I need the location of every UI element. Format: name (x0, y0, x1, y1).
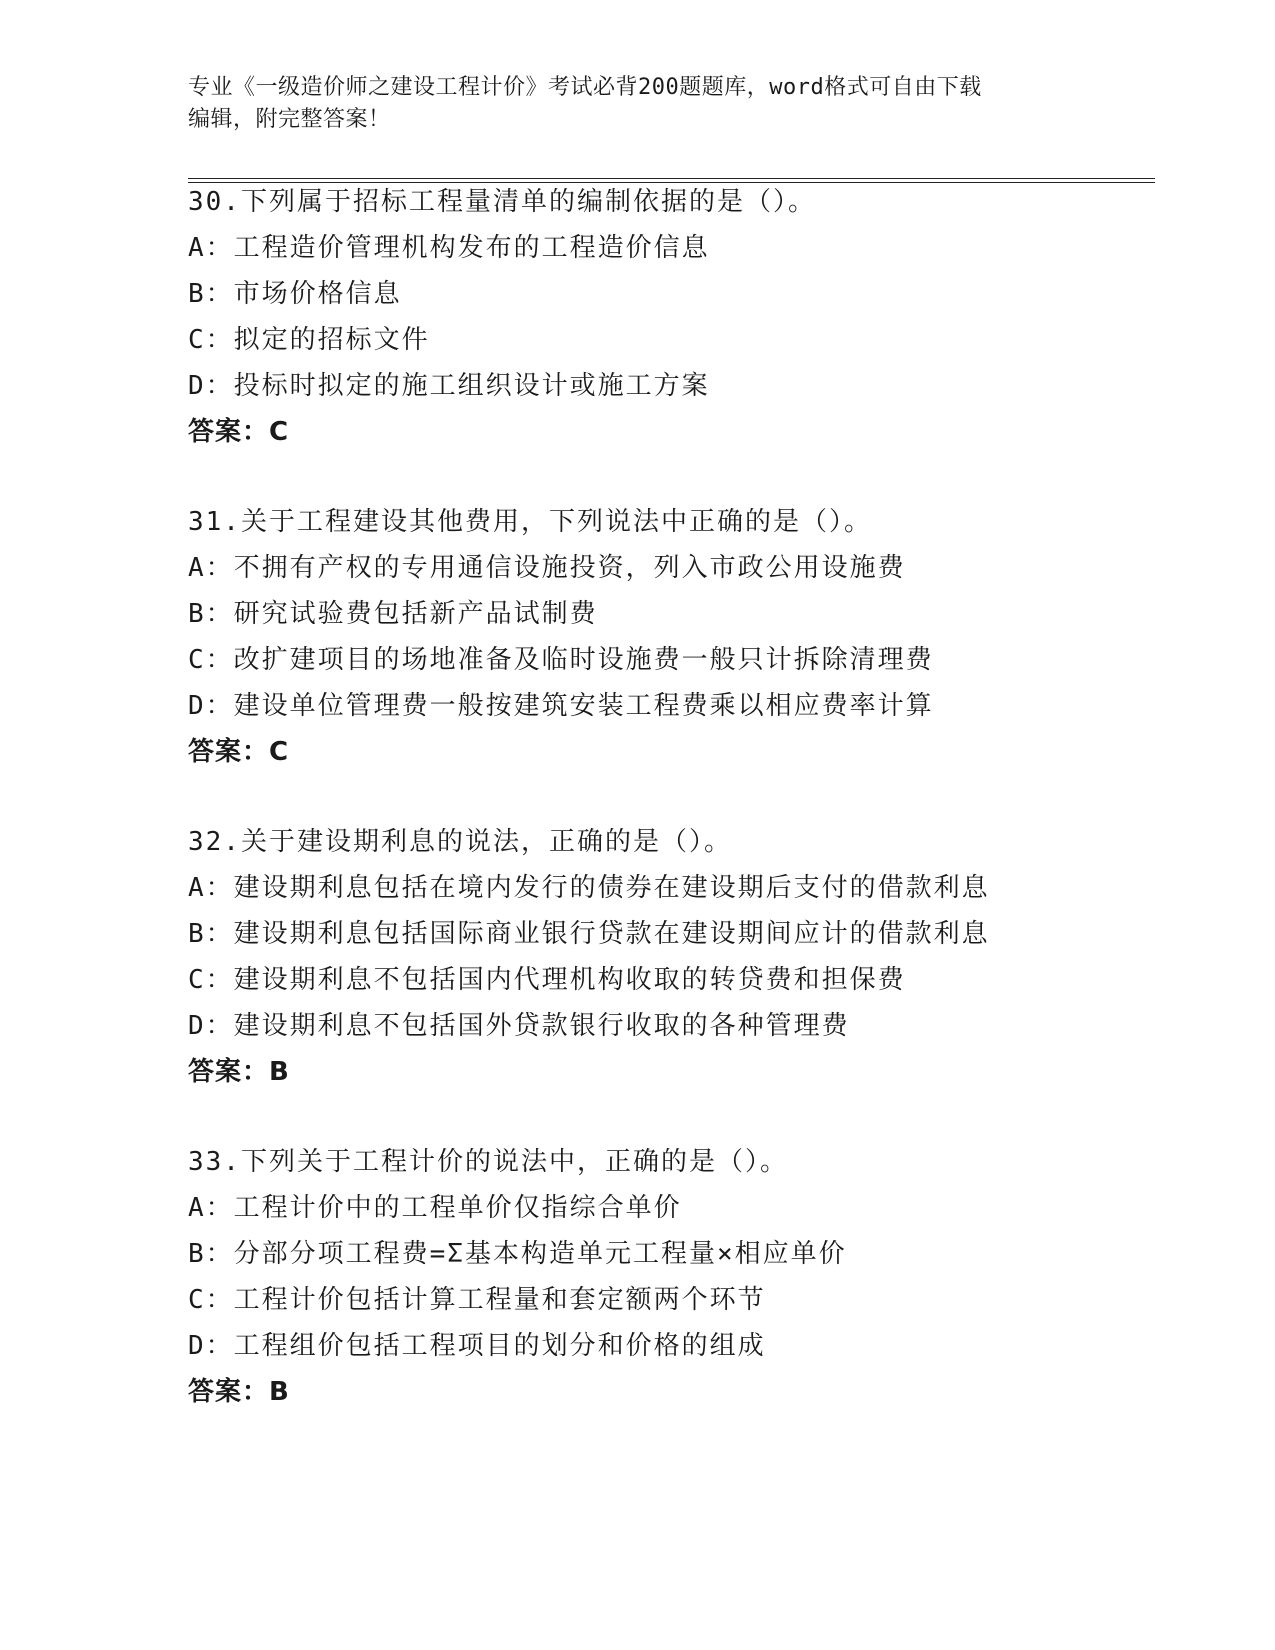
answer: 答案：C (188, 417, 290, 447)
answer: 答案：C (188, 737, 290, 767)
page-header (188, 72, 1088, 136)
question-stem: 33.下列关于工程计价的说法中，正确的是（）。 (188, 1147, 788, 1177)
option-b: B：研究试验费包括新产品试制费 (188, 599, 598, 629)
question-stem: 32.关于建设期利息的说法，正确的是（）。 (188, 827, 732, 857)
question-33 (188, 1139, 1178, 1415)
option-c: C：拟定的招标文件 (188, 325, 430, 355)
question-30 (188, 179, 1178, 455)
question-32 (188, 819, 1178, 1095)
option-c: C：工程计价包括计算工程量和套定额两个环节 (188, 1285, 766, 1315)
option-c: C：改扩建项目的场地准备及临时设施费一般只计拆除清理费 (188, 645, 934, 675)
option-c: C：建设期利息不包括国内代理机构收取的转贷费和担保费 (188, 965, 906, 995)
option-b: B：市场价格信息 (188, 279, 402, 309)
question-stem: 30.下列属于招标工程量清单的编制依据的是（）。 (188, 187, 816, 217)
header-line-2: 编辑，附完整答案！ (188, 107, 391, 132)
answer: 答案：B (188, 1057, 290, 1087)
answer: 答案：B (188, 1377, 290, 1407)
option-a: A：建设期利息包括在境内发行的债券在建设期后支付的借款利息 (188, 873, 990, 903)
option-a: A：不拥有产权的专用通信设施投资，列入市政公用设施费 (188, 553, 906, 583)
option-b: B：分部分项工程费=Σ基本构造单元工程量×相应单价 (188, 1239, 847, 1269)
option-d: D：建设期利息不包括国外贷款银行收取的各种管理费 (188, 1011, 850, 1041)
question-stem: 31.关于工程建设其他费用，下列说法中正确的是（）。 (188, 507, 872, 537)
option-d: D：投标时拟定的施工组织设计或施工方案 (188, 371, 710, 401)
option-d: D：工程组价包括工程项目的划分和价格的组成 (188, 1331, 766, 1361)
option-d: D：建设单位管理费一般按建筑安装工程费乘以相应费率计算 (188, 691, 934, 721)
option-a: A：工程计价中的工程单价仅指综合单价 (188, 1193, 682, 1223)
option-a: A：工程造价管理机构发布的工程造价信息 (188, 233, 710, 263)
option-b: B：建设期利息包括国际商业银行贷款在建设期间应计的借款利息 (188, 919, 990, 949)
question-31 (188, 499, 1178, 775)
header-line-1: 专业《一级造价师之建设工程计价》考试必背200题题库，word格式可自由下载 (188, 75, 982, 100)
